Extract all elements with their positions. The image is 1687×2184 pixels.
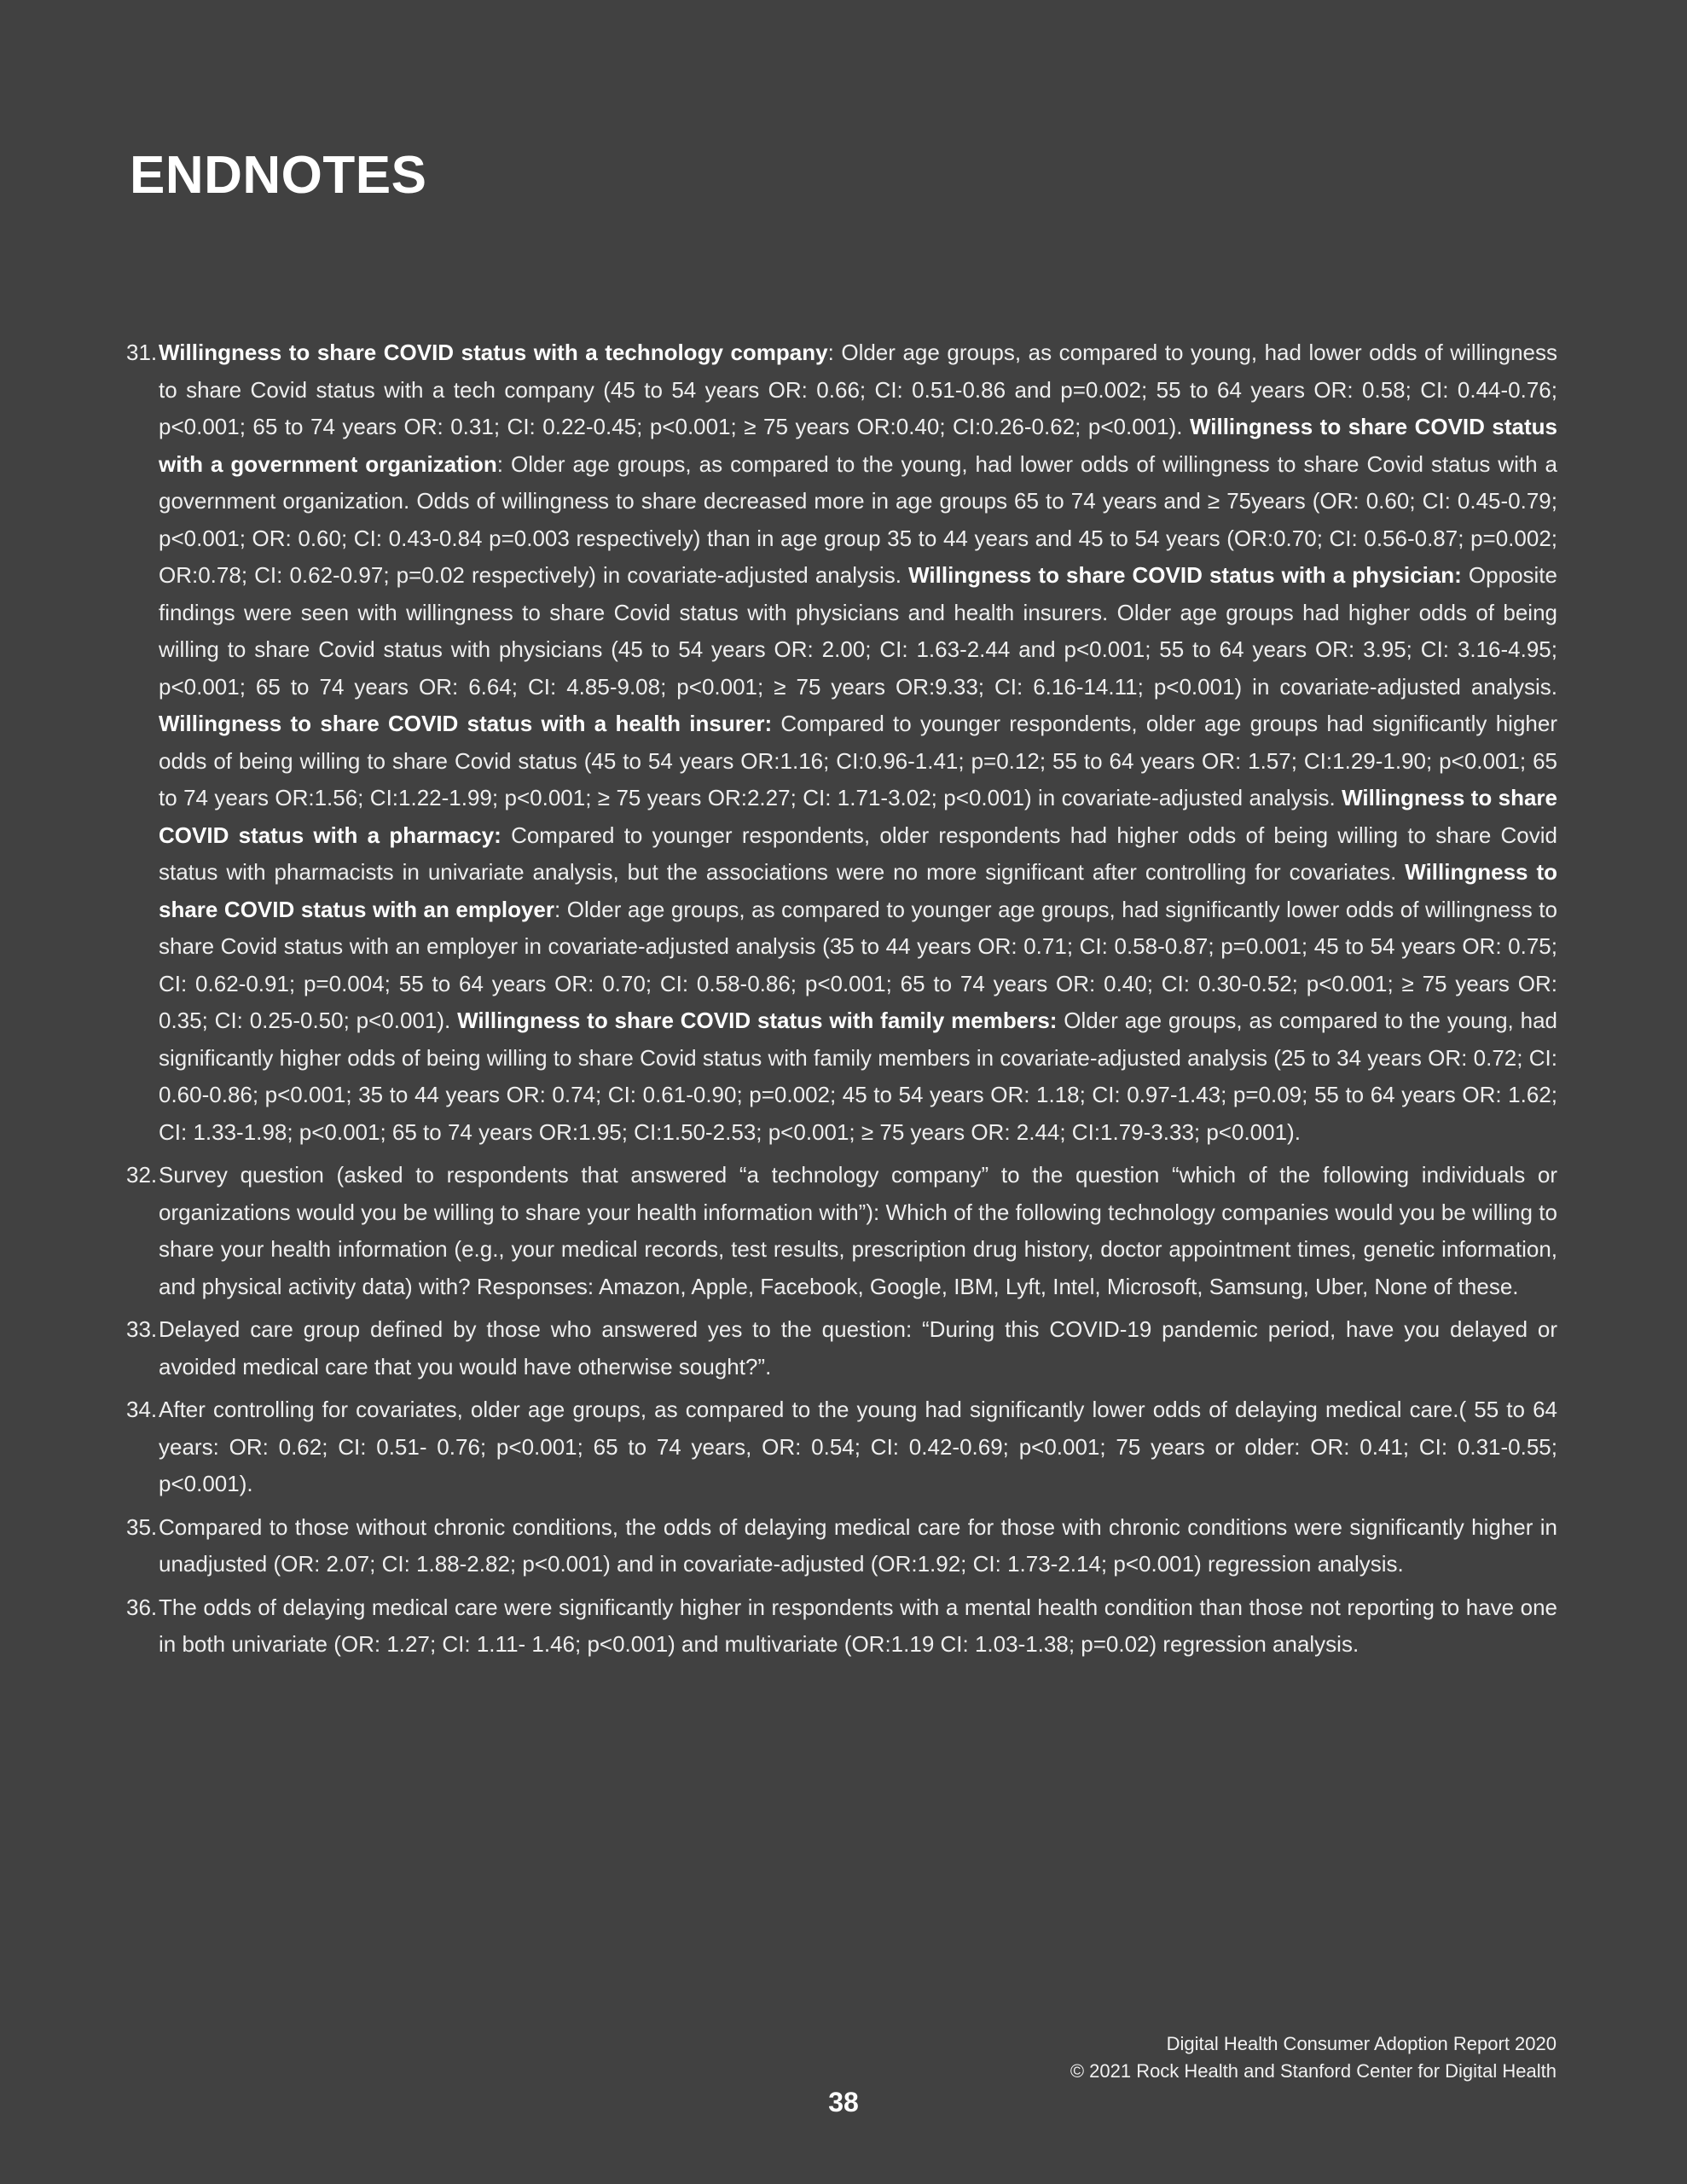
endnote-text: Delayed care group defined by those who answered yes to the question: “During this COVID-19 pandemic period, have you delayed or avoided medical care that you would have otherwise sought?”.	[159, 1316, 1557, 1380]
endnote-item	[126, 1589, 1557, 1664]
endnote-item	[126, 1157, 1557, 1305]
endnote-number: 35.	[126, 1513, 158, 1540]
endnote-heading: Willingness to share COVID status with a pharmacy:	[159, 785, 1557, 848]
endnote-text: Survey question (asked to respondents that answered “a technology company” to the question “which of the following individuals or organizations would you be willing to share your health information with”): Which of the following technology companies would you be willing to share your health information (e.g., your medical records, test results, prescription drug history, doctor appointment times, genetic information, and physical activity data) with? Responses: Amazon, Apple, Facebook, Google, IBM, Lyft, Intel, Microsoft, Samsung, Uber, None of these.	[159, 1162, 1557, 1299]
page-title: ENDNOTES	[130, 146, 427, 205]
endnote-item	[126, 1509, 1557, 1583]
endnote-number: 31.	[126, 340, 158, 365]
footer-copyright: © 2021 Rock Health and Stanford Center for Digital Health	[1070, 2060, 1557, 2082]
endnote-text: : Older age groups, as compared to younger age groups, had significantly lower odds of willingness to share Covid status with an employer in covariate-adjusted analysis (35 to 44 years OR: 0.71; CI: 0.58-0.87; p=0.001; 45 to 54 years OR: 0.75; CI: 0.62-0.91; p=0.004; 55 to 64 years OR: 0.70; CI: 0.58-0.86; p<0.001; 65 to 74 years OR: 0.40; CI: 0.30-0.52; p<0.001; ≥ 75 years OR: 0.35; CI: 0.25-0.50; p<0.001).	[159, 896, 1557, 1033]
endnote-text: : Older age groups, as compared to young, had lower odds of willingness to share Covid status with a tech company (45 to 54 years OR: 0.66; CI: 0.51-0.86 and p=0.002; 55 to 64 years OR: 0.58; CI: 0.44-0.76; p<0.001; 65 to 74 years OR: 0.31; CI: 0.22-0.45; p<0.001; ≥ 75 years OR:0.40; CI:0.26-0.62; p<0.001).	[159, 340, 1557, 439]
endnote-item	[126, 1391, 1557, 1503]
endnote-number: 36.	[126, 1594, 158, 1620]
endnote-text: Compared to younger respondents, older age groups had significantly higher odds of being willing to share Covid status (45 to 54 years OR:1.16; CI:0.96-1.41; p=0.12; 55 to 64 years OR: 1.57; CI:1.29-1.90; p<0.001; 65 to 74 years OR:1.56; CI:1.22-1.99; p<0.001; ≥ 75 years OR:2.27; CI: 1.71-3.02; p<0.001) in covariate-adjusted analysis.	[159, 711, 1557, 810]
endnote-number: 34.	[126, 1397, 158, 1422]
footer-report-name: Digital Health Consumer Adoption Report 2020	[1166, 2033, 1557, 2054]
endnote-number: 32.	[126, 1162, 158, 1188]
endnote-item	[126, 334, 1557, 1151]
endnote-text: After controlling for covariates, older age groups, as compared to the young had significantly lower odds of delaying medical care.( 55 to 64 years: OR: 0.62; CI: 0.51- 0.76; p<0.001; 65 to 74 years, OR: 0.54; CI: 0.42-0.69; p<0.001; 75 years or older: OR: 0.41; CI: 0.31-0.55; p<0.001).	[159, 1397, 1557, 1496]
page-number: 38	[828, 2087, 859, 2117]
endnote-heading: Willingness to share COVID status with a technology company	[159, 340, 828, 365]
endnote-number: 33.	[126, 1316, 158, 1342]
endnote-text: : Older age groups, as compared to the young, had lower odds of willingness to share Covid status with a government organization. Odds of willingness to share decreased more in age groups 65 to 74 years and ≥ 75years (OR: 0.60; CI: 0.45-0.79; p<0.001; OR: 0.60; CI: 0.43-0.84 p=0.003 respectively) than in age group 35 to 44 years and 45 to 54 years (OR:0.70; CI: 0.56-0.87; p=0.002; OR:0.78; CI: 0.62-0.97; p=0.02 respectively) in covariate-adjusted analysis.	[159, 450, 1557, 588]
endnotes-list	[126, 334, 1557, 1670]
endnote-heading: Willingness to share COVID status with family members:	[457, 1008, 1058, 1033]
endnote-text: Compared to those without chronic conditions, the odds of delaying medical care for those with chronic conditions were significantly higher in unadjusted (OR: 2.07; CI: 1.88-2.82; p<0.001) and in covariate-adjusted (OR:1.92; CI: 1.73-2.14; p<0.001) regression analysis.	[159, 1513, 1557, 1577]
endnote-heading: Willingness to share COVID status with an employer	[159, 859, 1557, 922]
endnote-heading: Willingness to share COVID status with a health insurer:	[159, 711, 773, 736]
endnote-text: Opposite findings were seen with willingness to share Covid status with physicians and health insurers. Older age groups had higher odds of being willing to share Covid status with physicians (45 to 54 years OR: 2.00; CI: 1.63-2.44 and p<0.001; 55 to 64 years OR: 3.95; CI: 3.16-4.95; p<0.001; 65 to 74 years OR: 6.64; CI: 4.85-9.08; p<0.001; ≥ 75 years OR:9.33; CI: 6.16-14.11; p<0.001) in covariate-adjusted analysis.	[159, 562, 1557, 700]
endnote-item	[126, 1311, 1557, 1385]
endnote-heading: Willingness to share COVID status with a physician:	[908, 562, 1462, 588]
endnote-text: Older age groups, as compared to the young, had significantly higher odds of being willing to share Covid status with family members in covariate-adjusted analysis (25 to 34 years OR: 0.72; CI: 0.60-0.86; p<0.001; 35 to 44 years OR: 0.74; CI: 0.61-0.90; p=0.002; 45 to 54 years OR: 1.18; CI: 0.97-1.43; p=0.09; 55 to 64 years OR: 1.62; CI: 1.33-1.98; p<0.001; 65 to 74 years OR:1.95; CI:1.50-2.53; p<0.001; ≥ 75 years OR: 2.44; CI:1.79-3.33; p<0.001).	[159, 1008, 1558, 1145]
endnote-text: Compared to younger respondents, older respondents had higher odds of being willing to share Covid status with pharmacists in univariate analysis, but the associations were no more significant after controlling for covariates.	[159, 822, 1557, 885]
footer	[1070, 2030, 1557, 2085]
endnote-heading: Willingness to share COVID status with a government organization	[159, 414, 1558, 477]
endnote-text: The odds of delaying medical care were significantly higher in respondents with a mental health condition than those not reporting to have one in both univariate (OR: 1.27; CI: 1.11- 1.46; p<0.001) and multivariate (OR:1.19 CI: 1.03-1.38; p=0.02) regression analysis.	[159, 1594, 1557, 1657]
